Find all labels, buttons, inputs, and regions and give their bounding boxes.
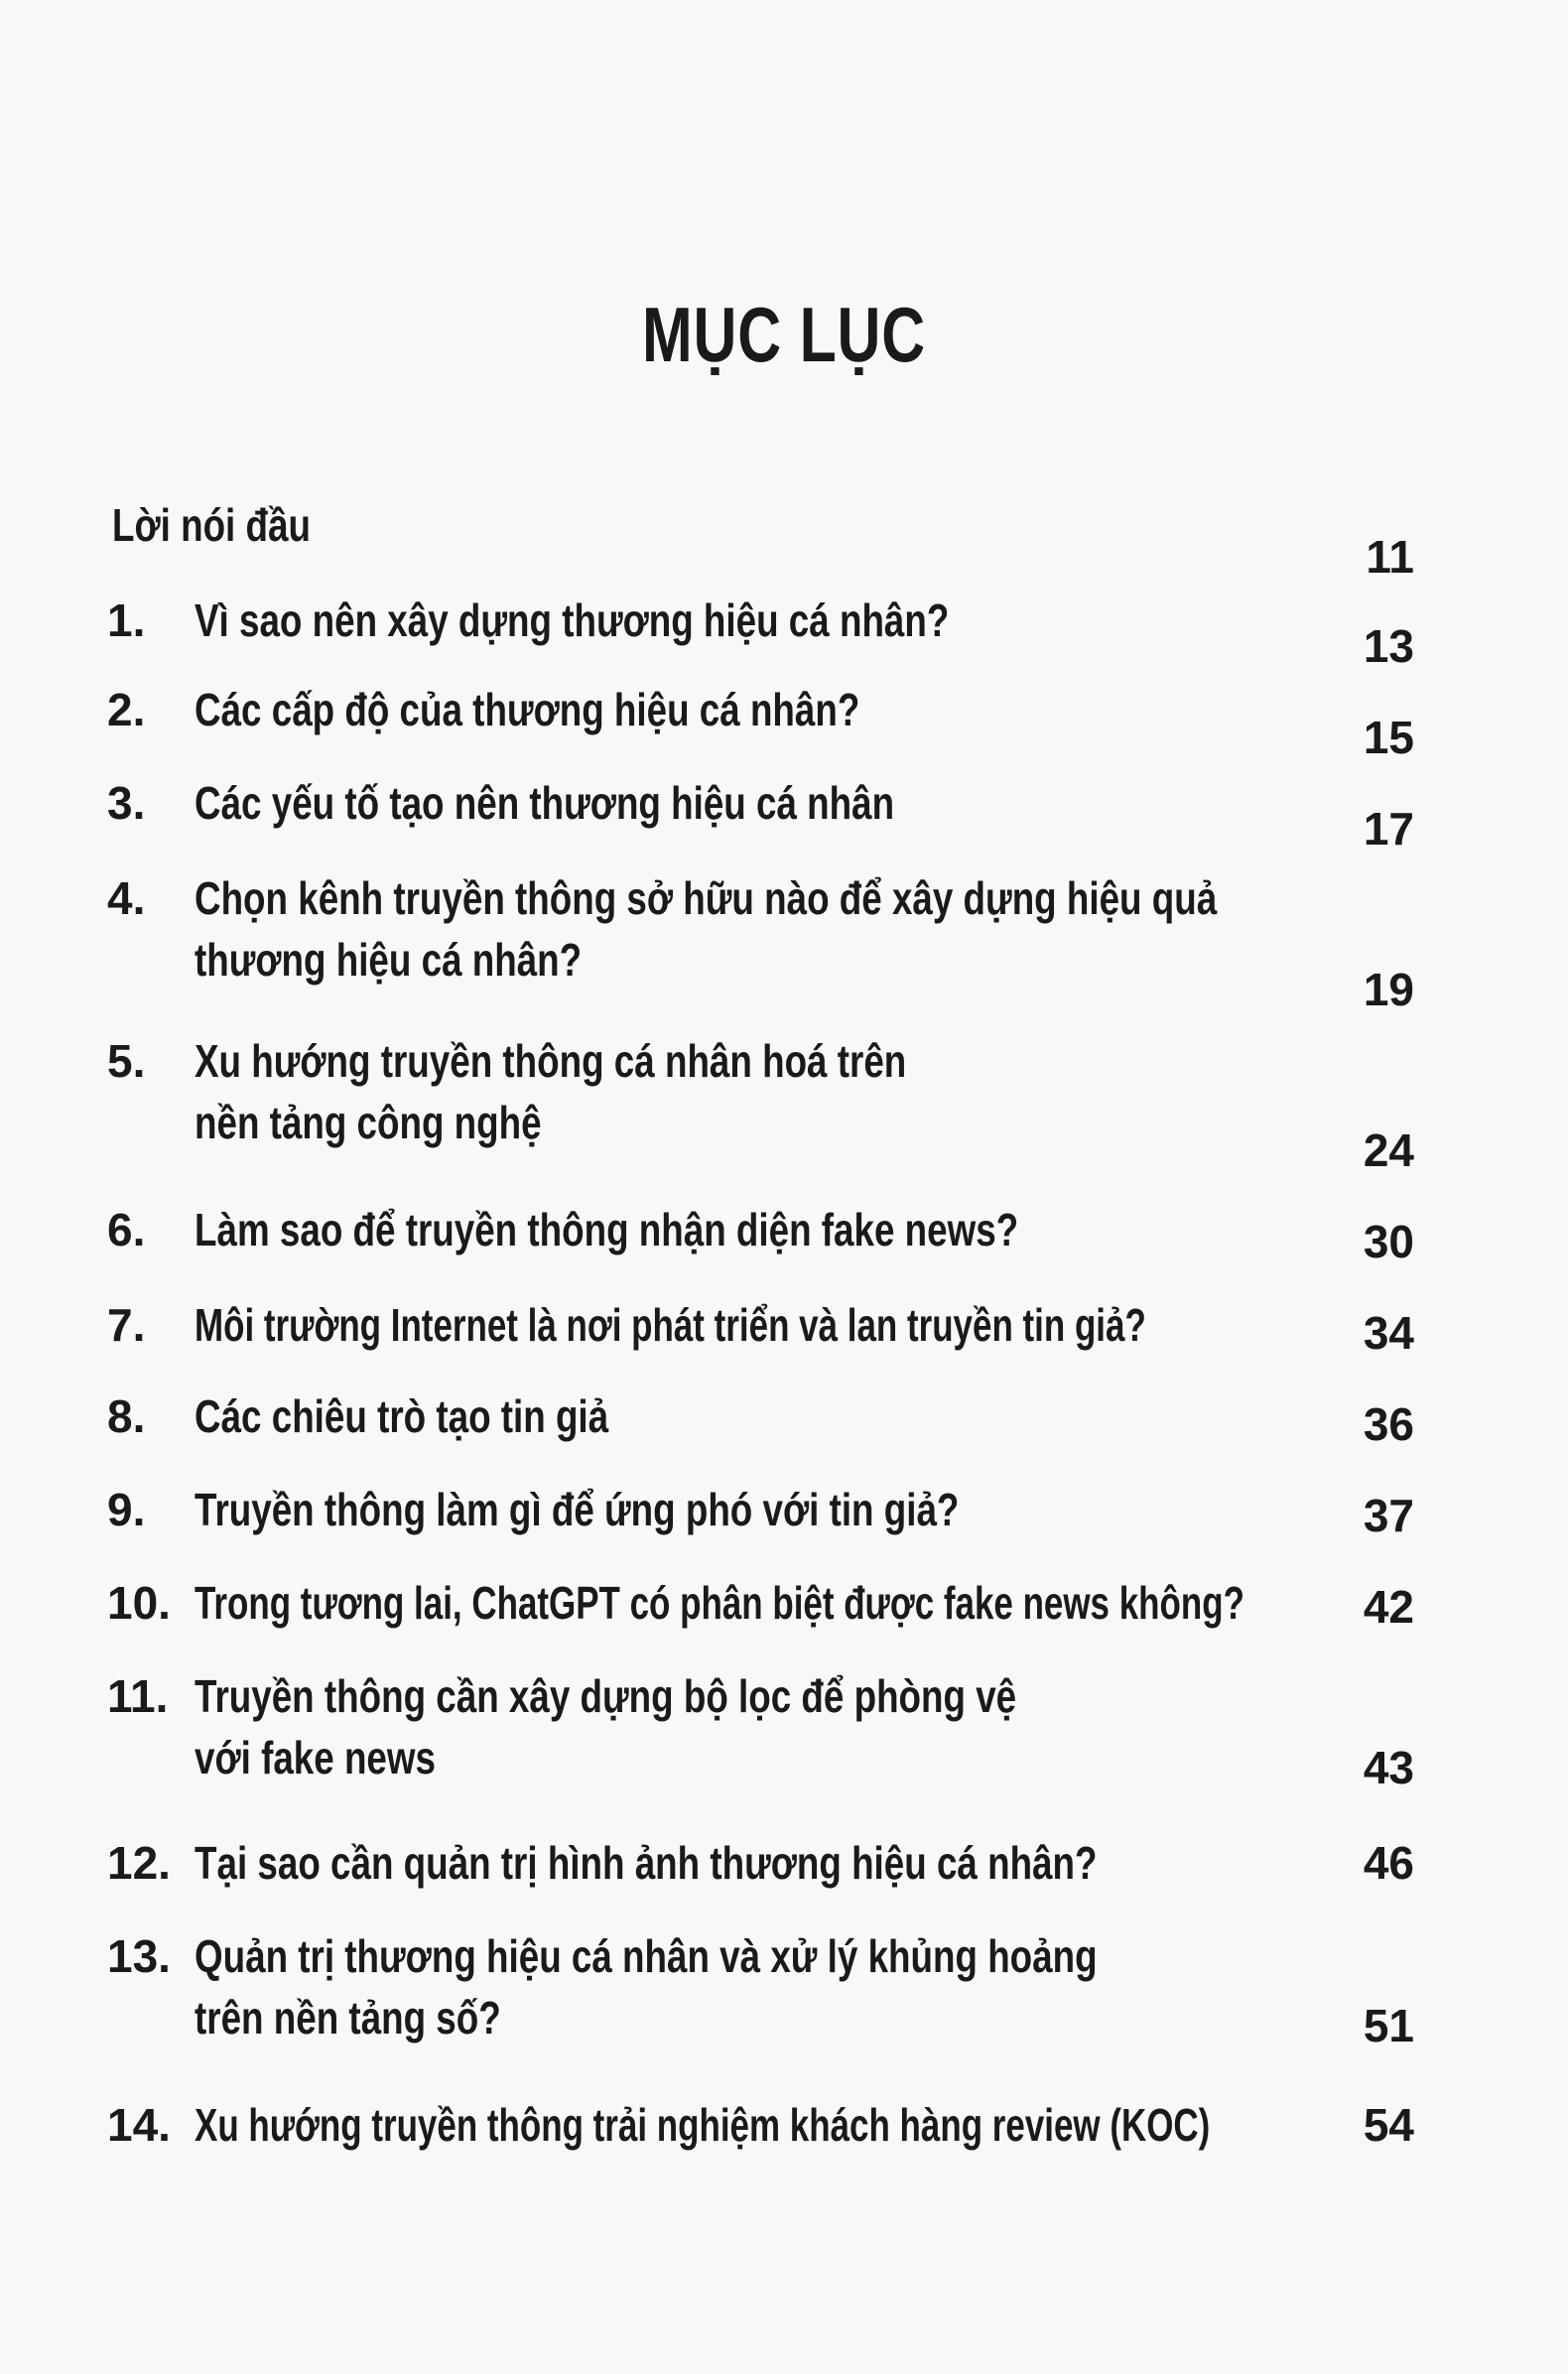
toc-page-number: 42 bbox=[1363, 1581, 1414, 1633]
toc-entry-number: 2. bbox=[107, 684, 146, 735]
toc-entry-line: Xu hướng truyền thông cá nhân hoá trên bbox=[195, 1035, 907, 1087]
toc-entry-line: thương hiệu cá nhân? bbox=[195, 934, 583, 986]
toc-entry-title bbox=[195, 772, 1115, 834]
toc-page-number: 15 bbox=[1363, 712, 1414, 763]
toc-entry-line: Tại sao cần quản trị hình ảnh thương hiệu cá nhân? bbox=[195, 1837, 1098, 1889]
toc-entry-number: 1. bbox=[107, 594, 146, 646]
toc-entry-title bbox=[195, 1925, 1115, 2048]
toc-entry-number: 14. bbox=[107, 2099, 171, 2151]
toc-entry-line: Các chiêu trò tạo tin giả bbox=[195, 1390, 609, 1442]
toc-page-number: 30 bbox=[1363, 1216, 1414, 1267]
toc-entry-title bbox=[195, 590, 1115, 651]
toc-entry-line: Chọn kênh truyền thông sở hữu nào để xây dựng hiệu quả bbox=[195, 872, 1218, 924]
toc-page-number: 43 bbox=[1363, 1742, 1414, 1793]
toc-page-number: 54 bbox=[1363, 2099, 1414, 2151]
toc-entry-line: trên nền tảng số? bbox=[195, 1992, 501, 2044]
toc-entry-number: 11. bbox=[107, 1670, 169, 1722]
toc-entry-number: 9. bbox=[107, 1484, 146, 1535]
toc-entry-title bbox=[195, 1479, 1115, 1540]
toc-page-number: 36 bbox=[1363, 1398, 1414, 1450]
toc-entry-title bbox=[195, 1199, 1115, 1260]
toc-entry-title bbox=[195, 1572, 1244, 1634]
toc-entry-number: 5. bbox=[107, 1035, 146, 1087]
toc-page-number: 24 bbox=[1363, 1124, 1414, 1176]
toc-page-number: 13 bbox=[1363, 620, 1414, 672]
toc-entry-line: Xu hướng truyền thông trải nghiệm khách hàng review (KOC) bbox=[195, 2099, 1211, 2151]
toc-entry-number: 8. bbox=[107, 1390, 146, 1442]
toc-page-number: 17 bbox=[1363, 803, 1414, 855]
toc-page-number: 51 bbox=[1363, 2000, 1414, 2051]
toc-entry-number: 12. bbox=[107, 1837, 171, 1889]
toc-entry-title bbox=[195, 1665, 1115, 1788]
toc-page-number: 46 bbox=[1363, 1837, 1414, 1889]
toc-entry-number: 10. bbox=[107, 1577, 171, 1629]
toc-entry-line: Vì sao nên xây dựng thương hiệu cá nhân? bbox=[195, 594, 950, 646]
toc-page-number: 11 bbox=[1366, 531, 1414, 583]
toc-entry-line: Các yếu tố tạo nên thương hiệu cá nhân bbox=[195, 777, 895, 829]
toc-entry-line: với fake news bbox=[195, 1732, 436, 1783]
toc-entry-number: 13. bbox=[107, 1930, 171, 1982]
toc-entry-line: Quản trị thương hiệu cá nhân và xử lý khủng hoảng bbox=[195, 1930, 1098, 1982]
toc-entry-title bbox=[195, 867, 1218, 990]
toc-entry-label: Lời nói đầu bbox=[112, 499, 311, 551]
page-title: MỤC LỤC bbox=[642, 291, 926, 378]
toc-entry-line: Truyền thông cần xây dựng bộ lọc để phòng vệ bbox=[195, 1670, 1017, 1722]
toc-entry-title bbox=[195, 1385, 1115, 1447]
toc-page-number: 19 bbox=[1363, 964, 1414, 1015]
toc-entry-line: Môi trường Internet là nơi phát triển và lan truyền tin giả? bbox=[195, 1299, 1146, 1351]
toc-entry-line: Trong tương lai, ChatGPT có phân biệt được fake news không? bbox=[195, 1577, 1244, 1629]
toc-entry-title bbox=[195, 2094, 1211, 2156]
toc-entry-number: 3. bbox=[107, 777, 146, 829]
toc-page-number: 34 bbox=[1363, 1307, 1414, 1359]
toc-entry-title bbox=[195, 679, 1115, 740]
toc-entry-line: Truyền thông làm gì để ứng phó với tin giả? bbox=[195, 1484, 960, 1535]
toc-entry-number: 4. bbox=[107, 872, 146, 924]
toc-entry-number: 6. bbox=[107, 1204, 146, 1255]
toc-entry-title bbox=[195, 1030, 1115, 1153]
toc-entry-line: nền tảng công nghệ bbox=[195, 1097, 542, 1148]
toc-entry-line: Các cấp độ của thương hiệu cá nhân? bbox=[195, 684, 860, 735]
toc-page-number: 37 bbox=[1363, 1490, 1414, 1541]
toc-entry-title bbox=[195, 1294, 1146, 1356]
toc-entry-line: Làm sao để truyền thông nhận diện fake news? bbox=[195, 1204, 1019, 1255]
toc-entry-title bbox=[195, 1832, 1115, 1894]
toc-entry-number: 7. bbox=[107, 1299, 146, 1351]
